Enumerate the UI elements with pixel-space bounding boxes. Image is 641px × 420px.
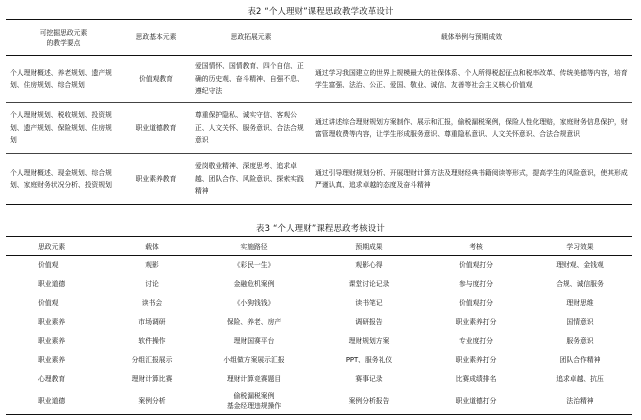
table2-cell-carrier: 通过讲述综合理财规划方案制作、展示和汇报，偷税漏税案例，保险人性化理赔，家庭财务信息保护，财富管理收费等内容，让学生形成服务意识、尊重隐私意识、人文关怀意识、合法合规意识 [311, 103, 632, 154]
table2-cell-carrier: 通过学习我国建立的世界上规模最大的社保体系、个人所得税起征点和税率改革、传统美德等内容，培育学生富强、法治、公正、爱国、敬业、诚信、友善等社会主义核心价值观 [311, 56, 632, 103]
table3-row [6, 313, 632, 332]
table3-cell: 理财计算比赛 [131, 374, 173, 383]
table2-cell-basic: 价值观教育 [121, 56, 191, 103]
table3-row [6, 369, 632, 388]
table3-cell: 调研报告 [355, 318, 383, 327]
table3-cell: 心理教育 [38, 374, 66, 383]
table3-cell: 《小狗钱钱》 [233, 299, 275, 308]
table3-cell: 小组做方案展示汇报 [223, 355, 285, 364]
table2-cell-carrier: 通过引导理财规划分析、开展理财计算方法及理财经典书籍阅读等形式，提高学生的风险意识，使其形成严谨认真、追求卓越的态度及奋斗精神 [311, 154, 632, 205]
table2-row [6, 103, 632, 154]
table2-row [6, 56, 632, 103]
table3-header-row [6, 237, 632, 256]
table3-header-effect: 学习效果 [528, 237, 632, 256]
table3-cell: 课堂讨论记录 [348, 280, 390, 289]
table3-cell: 观影心得 [355, 261, 383, 270]
table3-cell: 赛事记录 [355, 374, 383, 383]
table3-row [6, 332, 632, 351]
table2-cell-basic: 职业道德教育 [121, 103, 191, 154]
table2-cell-extended: 爱岗敬业精神、深度思考、追求卓越、团队合作、风险意识、探索实践精神 [191, 154, 311, 205]
table3-header-outcome: 预期成果 [314, 237, 424, 256]
table2-header-points [6, 20, 121, 56]
table3-cell: 职业素养打分 [455, 318, 497, 327]
table3-row [6, 350, 632, 369]
table2-header-points-text: 可挖掘思政元素 的教学要点 [39, 28, 88, 47]
table3-cell: 理财计算竞赛题目 [226, 374, 282, 383]
table3-cell: 服务意识 [566, 337, 594, 345]
table2-cell-points: 个人理财概述、现金规划、综合规划、家庭财务状况分析、投资规划 [6, 154, 121, 205]
table3-cell: 理财规划方案 [348, 337, 390, 345]
table3-title: 表3 “个人理财”课程思政考核设计 [256, 223, 385, 233]
table3-cell: 国情意识 [566, 318, 594, 327]
table3-cell: 金融危机案例 [233, 280, 275, 289]
table3-cell: 追求卓越、抗压 [556, 374, 604, 383]
table3-cell: 观影 [145, 261, 159, 270]
table3-cell: PPT、服务礼仪 [345, 355, 393, 364]
table2-title: 表2 “个人理财”课程思政教学改革设计 [247, 6, 394, 16]
table3-cell: 市场调研 [138, 318, 166, 327]
table2-header-extended: 思政拓展元素 [191, 20, 311, 56]
table3-cell: 理财思维 [566, 299, 594, 308]
table3-cell: 分组汇报展示 [131, 355, 173, 364]
table3-cell: 理财国赛平台 [233, 337, 275, 345]
table3-cell: 案例分析 [110, 388, 194, 415]
table2-cell-basic: 职业素养教育 [121, 154, 191, 205]
table3-cell: 读书会 [141, 299, 163, 308]
table2-cell-extended: 尊重保护隐私、诚实守信、客观公正、人文关怀、服务意识、合法合规意识 [191, 103, 311, 154]
table3-cell: 比赛成绩排名 [455, 374, 497, 383]
table3-header-assessment: 考核 [424, 237, 528, 256]
table3-cell: 讨论 [145, 280, 159, 289]
table2-row [6, 154, 632, 205]
table3-cell: 价值观 [38, 261, 59, 270]
table2-header-basic: 思政基本元素 [121, 20, 191, 56]
table3-cell: 法治精神 [528, 388, 632, 415]
table3-row [6, 256, 632, 275]
table3-cell: 职业道德打分 [424, 388, 528, 415]
table3-row [6, 388, 632, 415]
table2-cell-points: 个人理财概述、养老规划、遗产规划、住房规划、综合规划 [6, 56, 121, 103]
table3-assessment-design [6, 236, 632, 415]
table3-cell: 理财观、金钱观 [556, 261, 604, 270]
table3-cell: 价值观打分 [459, 261, 493, 270]
table3-cell: 合规、诚信服务 [556, 280, 604, 289]
table3-header-carrier: 载体 [110, 237, 194, 256]
table3-row [6, 294, 632, 313]
table3-header-element: 思政元素 [6, 237, 110, 256]
table2-cell-extended: 爱国情怀、国情教育、四个自信、正确的历史观、奋斗精神、自强不息、遵纪守法 [191, 56, 311, 103]
table3-cell: 职业素养 [38, 318, 66, 327]
table3-cell: 职业道德 [6, 388, 110, 415]
table3-row [6, 275, 632, 294]
table3-cell: 价值观打分 [459, 299, 493, 308]
table3-cell: 职业道德 [38, 280, 66, 289]
table3-cell: 读书笔记 [355, 299, 383, 308]
table2-header-row [6, 20, 632, 56]
table3-cell: 《彩民一生》 [233, 261, 275, 270]
table3-cell: 价值观 [38, 299, 59, 308]
table3-cell: 偷税漏税案例 基金经理违规操作 [194, 388, 314, 415]
table3-cell: 案例分析报告 [314, 388, 424, 415]
table3-cell: 专业度打分 [459, 337, 493, 345]
table3-cell: 参与度打分 [459, 280, 493, 289]
table3-cell: 职业素养打分 [455, 355, 497, 364]
table2-header-carrier: 载体举例与预期成效 [311, 20, 632, 56]
table3-cell: 软件操作 [138, 337, 166, 345]
table3-cell: 职业素养 [38, 337, 66, 345]
table3-cell: 保险、养老、房产 [226, 318, 282, 327]
table3-cell: 团队合作精神 [559, 355, 601, 364]
table2-curriculum-design [6, 19, 632, 205]
table2-cell-points: 个人理财规划、税收规划、投资规划、遗产规划、保险规划、住房规划 [6, 103, 121, 154]
table3-header-path: 实施路径 [194, 237, 314, 256]
table3-cell: 职业素养 [38, 355, 66, 364]
